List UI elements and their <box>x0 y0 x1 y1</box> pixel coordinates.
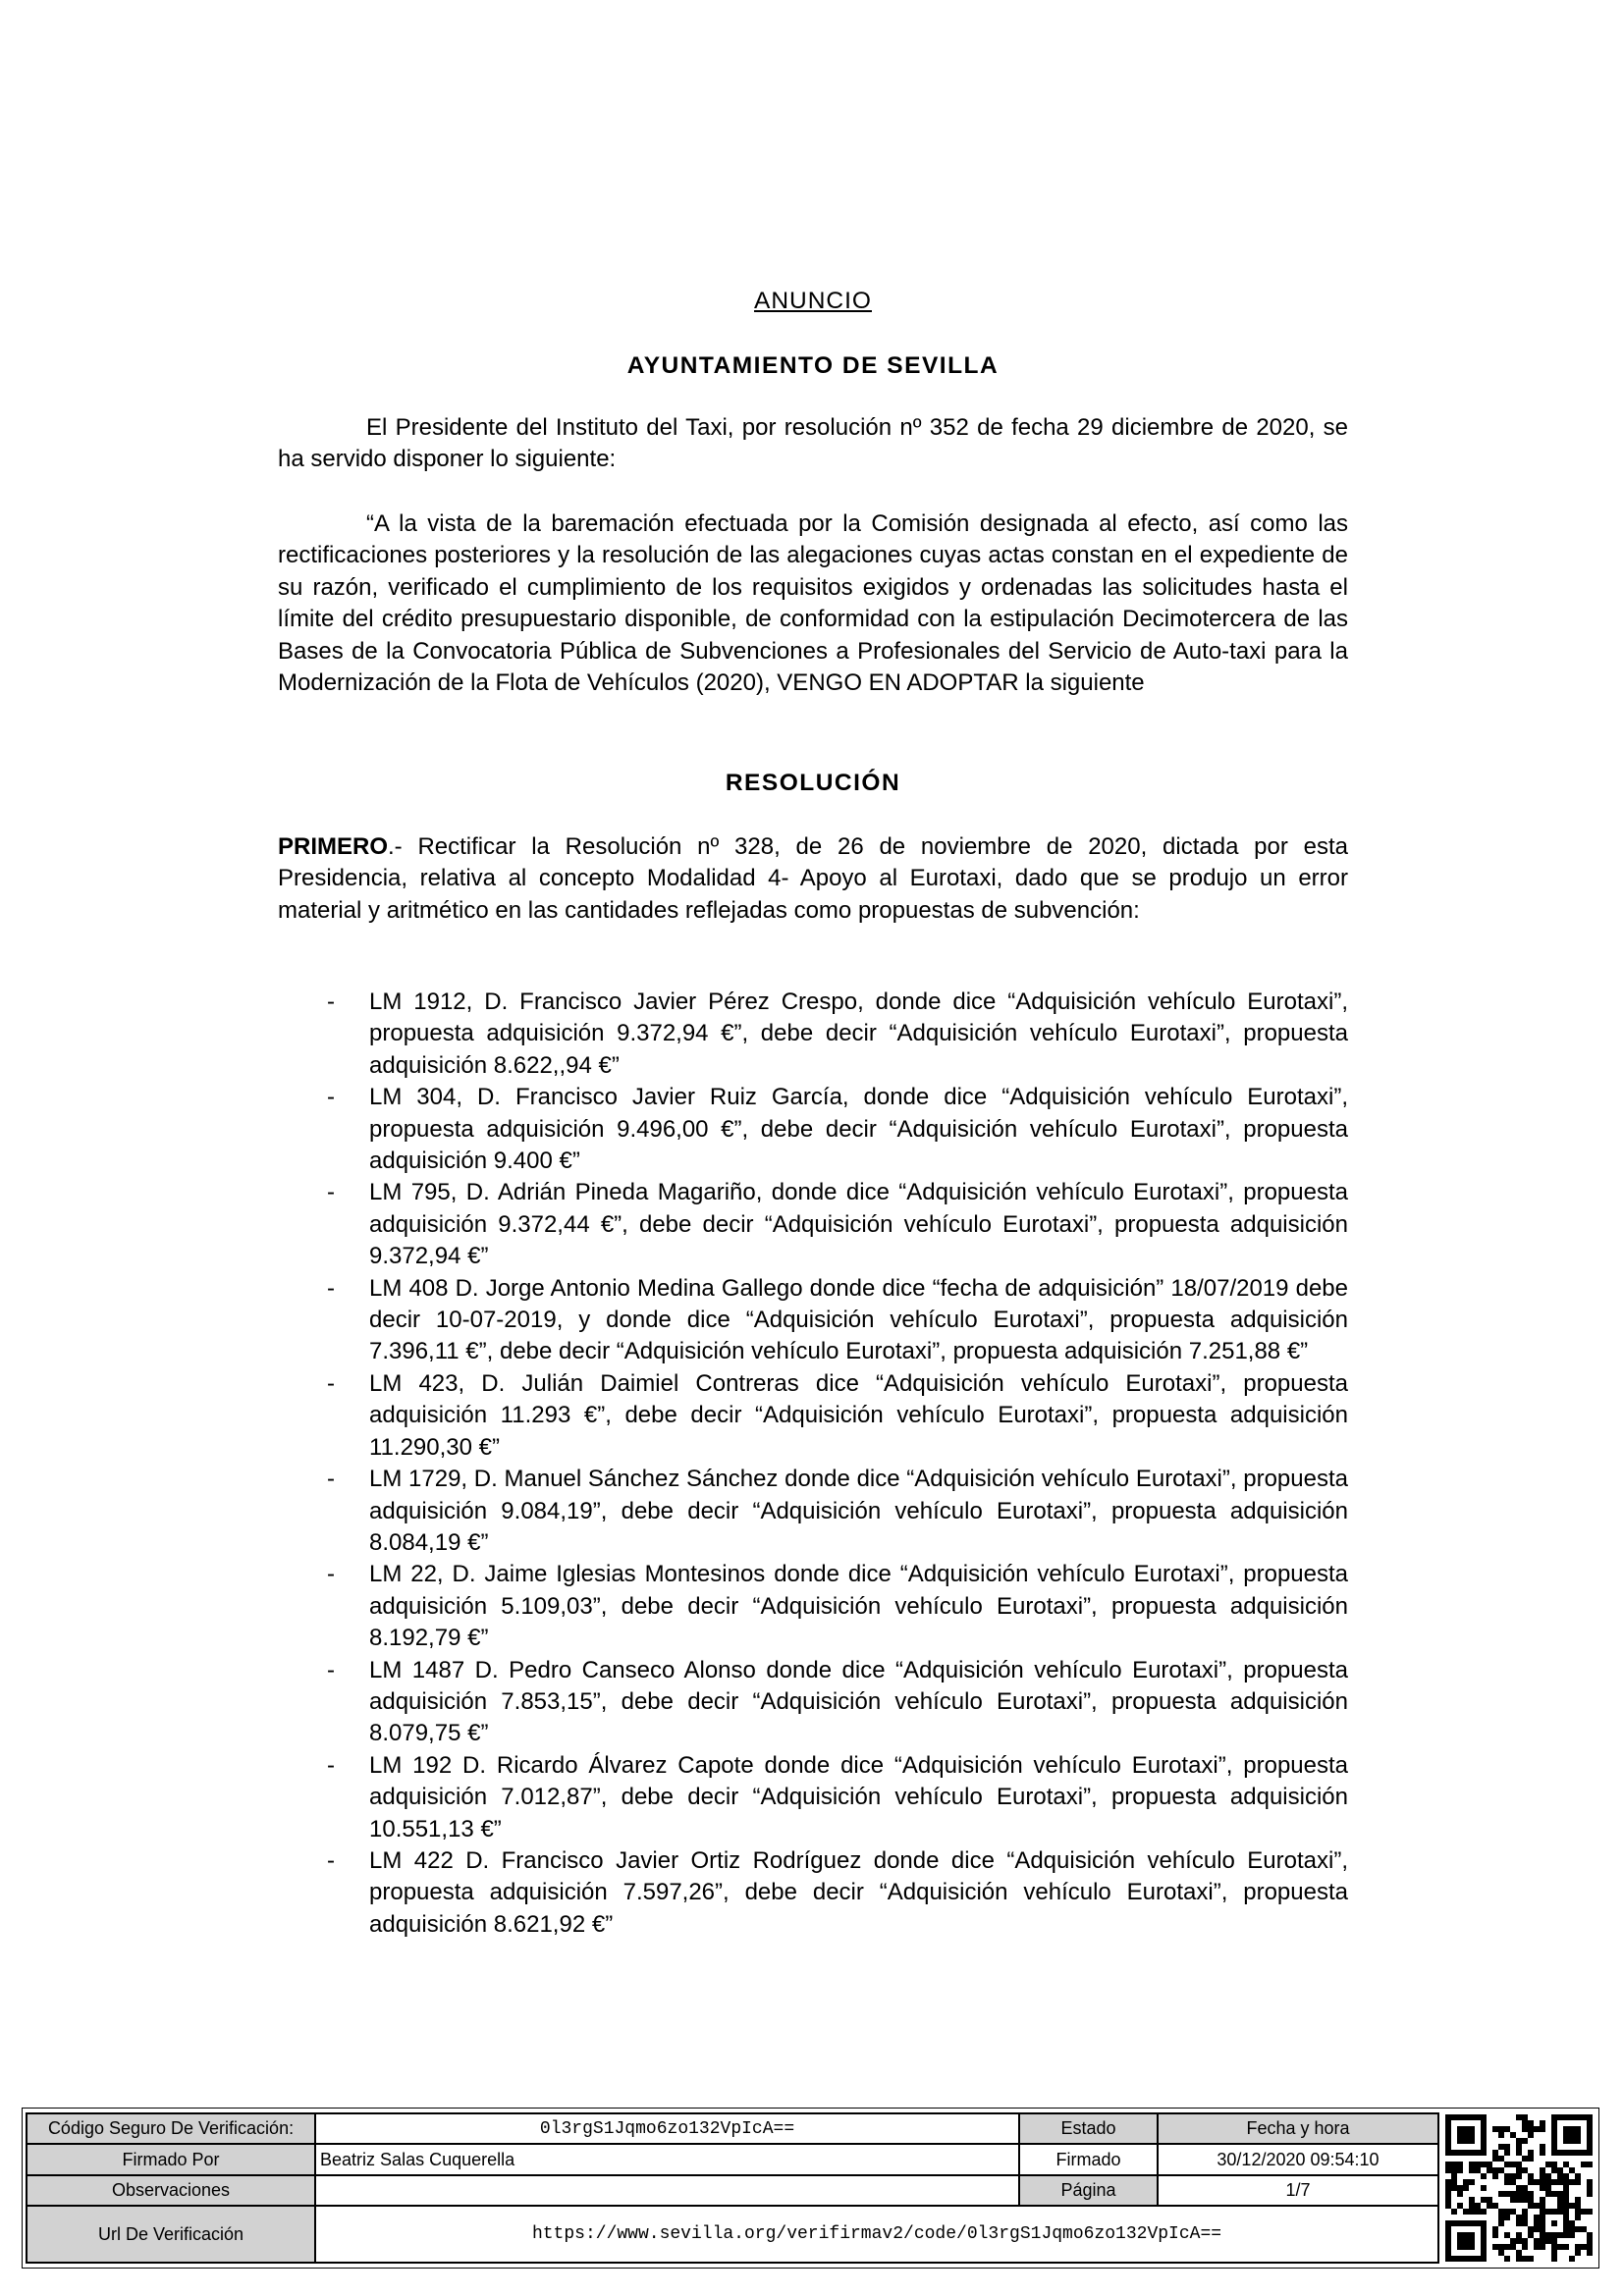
list-item-text: LM 408 D. Jorge Antonio Medina Gallego donde dice “fecha de adquisición” 18/07/2019 debe decir 10-07-2019, y donde dice “Adquisición vehículo Eurotaxi”, propuesta adquisición 7.396,11 €”, debe decir “Adquisición vehículo Eurotaxi”, propuesta adquisición 7.251,88 €” <box>369 1274 1348 1365</box>
list-item-text: LM 795, D. Adrián Pineda Magariño, donde dice “Adquisición vehículo Eurotaxi”, propuesta adquisición 9.372,44 €”, debe decir “Adquisición vehículo Eurotaxi”, propuesta adquisición 9.372,94 €” <box>369 1179 1348 1270</box>
pagina-value: 1/7 <box>1158 2175 1438 2206</box>
dash-bullet: - <box>327 1274 335 1302</box>
qr-code-icon <box>1445 2114 1593 2262</box>
url-label: Url De Verificación <box>27 2206 315 2263</box>
verification-footer <box>22 2108 1599 2269</box>
primero-text: .- Rectificar la Resolución nº 328, de 26 de noviembre de 2020, dictada por esta Presidencia, relativa al concepto Modalidad 4- Apoyo al Eurotaxi, dado que se produjo un error material y aritmético en las cantidades reflejadas como propuestas de subvención: <box>278 833 1348 924</box>
list-item-text: LM 1912, D. Francisco Javier Pérez Crespo, donde dice “Adquisición vehículo Eurotaxi”, propuesta adquisición 9.372,94 €”, debe decir “Adquisición vehículo Eurotaxi”, propuesta adquisición 8.622,,94 €” <box>369 988 1348 1079</box>
list-item-text: LM 422 D. Francisco Javier Ortiz Rodríguez donde dice “Adquisición vehículo Eurotaxi”, propuesta adquisición 7.597,26”, debe decir “Adquisición vehículo Eurotaxi”, propuesta adquisición 8.621,92 €” <box>369 1846 1348 1938</box>
rectification-list <box>278 987 1348 1941</box>
qr-code-area <box>1439 2109 1598 2268</box>
observaciones-label: Observaciones <box>27 2175 315 2206</box>
csv-value: 0l3rgS1Jqmo6zo132VpIcA== <box>315 2113 1019 2144</box>
list-item <box>278 1464 1348 1559</box>
resolution-heading: RESOLUCIÓN <box>725 770 901 796</box>
list-item-text: LM 423, D. Julián Daimiel Contreras dice “Adquisición vehículo Eurotaxi”, propuesta adquisición 11.293 €”, debe decir “Adquisición vehículo Eurotaxi”, propuesta adquisición 11.290,30 €” <box>369 1369 1348 1461</box>
dash-bullet: - <box>327 1466 335 1493</box>
estado-value: Firmado <box>1019 2144 1158 2174</box>
primero-label: PRIMERO <box>278 833 389 860</box>
dash-bullet: - <box>327 1751 335 1779</box>
list-item <box>278 1082 1348 1177</box>
primero-paragraph <box>278 831 1348 927</box>
list-item <box>278 1559 1348 1654</box>
observaciones-value <box>315 2175 1019 2206</box>
verification-table <box>26 2112 1439 2264</box>
dash-bullet: - <box>327 1084 335 1111</box>
dash-bullet: - <box>327 1846 335 1874</box>
list-item <box>278 1273 1348 1368</box>
list-item-text: LM 192 D. Ricardo Álvarez Capote donde dice “Adquisición vehículo Eurotaxi”, propuesta adquisición 7.012,87”, debe decir “Adquisición vehículo Eurotaxi”, propuesta adquisición 10.551,13 €” <box>369 1751 1348 1842</box>
dash-bullet: - <box>327 988 335 1015</box>
list-item <box>278 1177 1348 1272</box>
firmado-por-value: Beatriz Salas Cuquerella <box>315 2144 1019 2174</box>
dash-bullet: - <box>327 1656 335 1683</box>
list-item <box>278 1750 1348 1845</box>
url-value: https://www.sevilla.org/verifirmav2/code/0l3rgS1Jqmo6zo132VpIcA== <box>315 2206 1438 2263</box>
fecha-hora-value: 30/12/2020 09:54:10 <box>1158 2144 1438 2174</box>
list-item <box>278 987 1348 1082</box>
list-item <box>278 1845 1348 1941</box>
list-item-text: LM 22, D. Jaime Iglesias Montesinos donde dice “Adquisición vehículo Eurotaxi”, propuesta adquisición 5.109,03”, debe decir “Adquisición vehículo Eurotaxi”, propuesta adquisición 8.192,79 €” <box>369 1561 1348 1652</box>
preamble-paragraph: “A la vista de la baremación efectuada por la Comisión designada al efecto, así como las rectificaciones posteriores y la resolución de las alegaciones cuyas actas constan en el expediente de su razón, verificado el cumplimiento de los requisitos exigidos y ordenadas las solicitudes hasta el límite del crédito presupuestario disponible, de conformidad con la estipulación Decimotercera de las Bases de la Convocatoria Pública de Subvenciones a Profesionales del Servicio de Auto-taxi para la Modernización de la Flota de Vehículos (2020), VENGO EN ADOPTAR la siguiente <box>278 510 1348 697</box>
list-item <box>278 1368 1348 1464</box>
estado-label: Estado <box>1019 2113 1158 2144</box>
list-item-text: LM 1729, D. Manuel Sánchez Sánchez donde dice “Adquisición vehículo Eurotaxi”, propuesta adquisición 9.084,19”, debe decir “Adquisición vehículo Eurotaxi”, propuesta adquisición 8.084,19 €” <box>369 1466 1348 1556</box>
dash-bullet: - <box>327 1369 335 1397</box>
dash-bullet: - <box>327 1561 335 1588</box>
csv-label: Código Seguro De Verificación: <box>27 2113 315 2144</box>
firmado-por-label: Firmado Por <box>27 2144 315 2174</box>
organization-title: AYUNTAMIENTO DE SEVILLA <box>626 352 1000 379</box>
list-item-text: LM 1487 D. Pedro Canseco Alonso donde dice “Adquisición vehículo Eurotaxi”, propuesta adquisición 7.853,15”, debe decir “Adquisición vehículo Eurotaxi”, propuesta adquisición 8.079,75 €” <box>369 1656 1348 1747</box>
list-item-text: LM 304, D. Francisco Javier Ruiz García, donde dice “Adquisición vehículo Eurotaxi”, propuesta adquisición 9.496,00 €”, debe decir “Adquisición vehículo Eurotaxi”, propuesta adquisición 9.400 €” <box>369 1084 1348 1175</box>
intro-paragraph: El Presidente del Instituto del Taxi, por resolución nº 352 de fecha 29 diciembre de 2020, se ha servido disponer lo siguiente: <box>278 414 1348 473</box>
list-item <box>278 1655 1348 1750</box>
dash-bullet: - <box>327 1179 335 1206</box>
pagina-label: Página <box>1019 2175 1158 2206</box>
fecha-hora-label: Fecha y hora <box>1158 2113 1438 2144</box>
page-title: ANUNCIO <box>754 288 872 314</box>
